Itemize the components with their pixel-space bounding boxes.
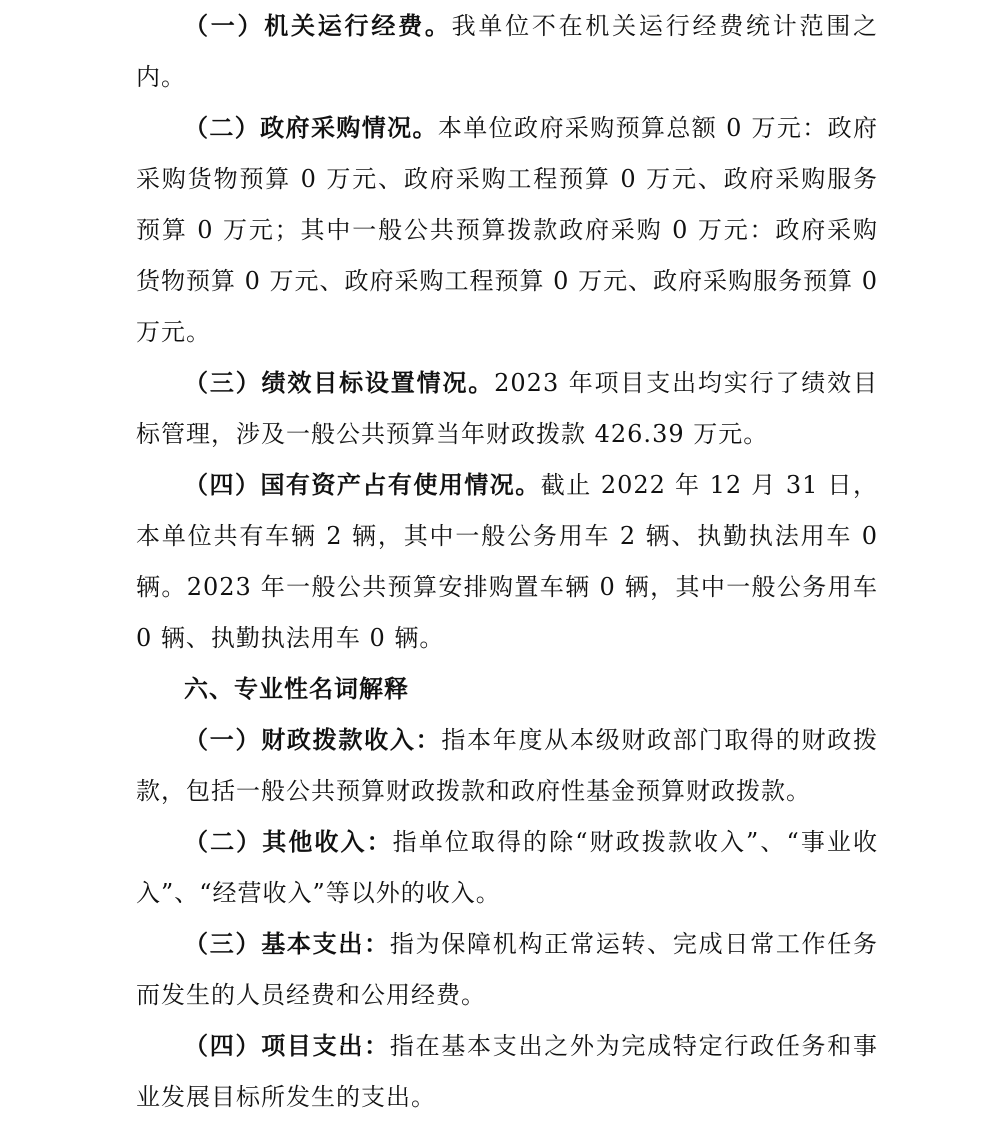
paragraph-basic-expenditure bbox=[136, 919, 878, 1021]
paragraph-heading: （一）机关运行经费。 bbox=[184, 12, 452, 40]
paragraph-body: 指为保障机构正常运转、完成日常工作任务而发生的人员经费和公用经费。 bbox=[136, 930, 879, 1009]
paragraph-heading: （四）项目支出： bbox=[184, 1032, 390, 1060]
paragraph-performance-targets bbox=[136, 358, 878, 460]
paragraph-body: 本单位政府采购预算总额 0 万元：政府采购货物预算 0 万元、政府采购工程预算 0 万元、政府采购服务预算 0 万元；其中一般公共预算拨款政府采购 0 万元：政府采购货物预算 0 万元、政府采购工程预算 0 万元、政府采购服务预算 0 万元。 bbox=[136, 114, 879, 346]
paragraph-fiscal-appropriation-income bbox=[136, 715, 878, 817]
paragraph-heading: （四）国有资产占有使用情况。 bbox=[184, 471, 541, 499]
paragraph-body: 我单位不在机关运行经费统计范围之内。 bbox=[136, 12, 879, 91]
document-page bbox=[136, 0, 878, 1123]
paragraph-body: 截止 2022 年 12 月 31 日，本单位共有车辆 2 辆，其中一般公务用车 2 辆、执勤执法用车 0 辆。2023 年一般公共预算安排购置车辆 0 辆，其中一般公务用车 0 辆、执勤执法用车 0 辆。 bbox=[136, 471, 879, 652]
paragraph-heading: （三）基本支出： bbox=[184, 930, 390, 958]
paragraph-heading: （一）财政拨款收入： bbox=[184, 726, 442, 754]
paragraph-government-procurement bbox=[136, 103, 878, 358]
paragraph-project-expenditure bbox=[136, 1021, 878, 1123]
paragraph-body: 2023 年项目支出均实行了绩效目标管理，涉及一般公共预算当年财政拨款 426.39 万元。 bbox=[136, 369, 878, 448]
paragraph-body: 指本年度从本级财政部门取得的财政拨款，包括一般公共预算财政拨款和政府性基金预算财政拨款。 bbox=[136, 726, 879, 805]
paragraph-body: 指单位取得的除“财政拨款收入”、“事业收入”、“经营收入”等以外的收入。 bbox=[136, 828, 879, 907]
paragraph-state-assets bbox=[136, 460, 878, 664]
paragraph-heading: （三）绩效目标设置情况。 bbox=[184, 369, 495, 397]
paragraph-heading: （二）其他收入： bbox=[184, 828, 393, 856]
paragraph-operating-expenses bbox=[136, 1, 878, 103]
paragraph-heading: （二）政府采购情况。 bbox=[184, 114, 438, 142]
paragraph-other-income bbox=[136, 817, 878, 919]
paragraph-body: 指在基本支出之外为完成特定行政任务和事业发展目标所发生的支出。 bbox=[136, 1032, 879, 1111]
section-title-glossary: 六、专业性名词解释 bbox=[184, 675, 409, 703]
